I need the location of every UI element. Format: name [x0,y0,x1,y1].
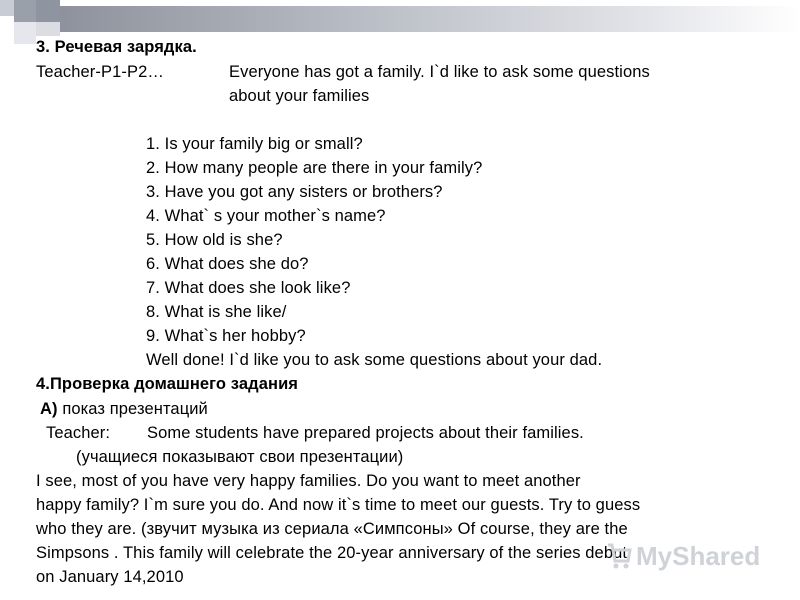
teacher-speaker: Teacher-P1-P2… [36,63,164,81]
question-item: 6. What does she do? [146,255,309,273]
deco-square [0,0,14,16]
subsection-a-text: показ презентаций [62,400,208,418]
watermark [606,538,790,574]
question-item: 5. How old is she? [146,231,283,249]
teacher-text-2: about your families [229,87,370,105]
watermark-text: MyShared [636,540,761,571]
well-done-line: Well done! I`d like you to ask some questions about your dad. [146,351,603,369]
subsection-a-label: A) [40,400,58,418]
teacher2-text: Some students have prepared projects about their families. [147,424,584,442]
paragraph-line: I see, most of you have very happy families. Do you want to meet another [36,472,581,490]
teacher2-speaker: Teacher: [46,424,111,442]
deco-square [14,0,36,22]
deco-square [14,22,36,44]
question-item: 1. Is your family big or small? [146,135,363,153]
header-gradient-band [60,6,800,32]
teacher-line [36,61,164,84]
question-item: 3. Have you got any sisters or brothers? [146,183,443,201]
question-item: 9. What`s her hobby? [146,327,306,345]
teacher-text-1: Everyone has got a family. I`d like to ask some questions [229,63,650,81]
subsection-a [40,398,208,421]
cart-icon [606,541,632,571]
paragraph-line: on January 14,2010 [36,568,184,586]
paragraph-line: Simpsons . This family will celebrate the 20-year anniversary of the series debut [36,544,628,562]
students-show-line: (учащиеся показывают свои презентации) [76,448,404,466]
question-item: 4. What` s your mother`s name? [146,207,386,225]
paragraph-line: who they are. (звучит музыка из сериала «Симпсоны» Of course, they are the [36,520,628,538]
question-item: 2. How many people are there in your family? [146,159,483,177]
section-heading-homework: 4.Проверка домашнего задания [36,375,299,393]
question-item: 7. What does she look like? [146,279,351,297]
deco-square [36,0,60,22]
section-heading-speech: 3. Речевая зарядка. [36,38,197,56]
paragraph-line: happy family? I`m sure you do. And now it`s time to meet our guests. Try to guess [36,496,641,514]
question-item: 8. What is she like/ [146,303,287,321]
